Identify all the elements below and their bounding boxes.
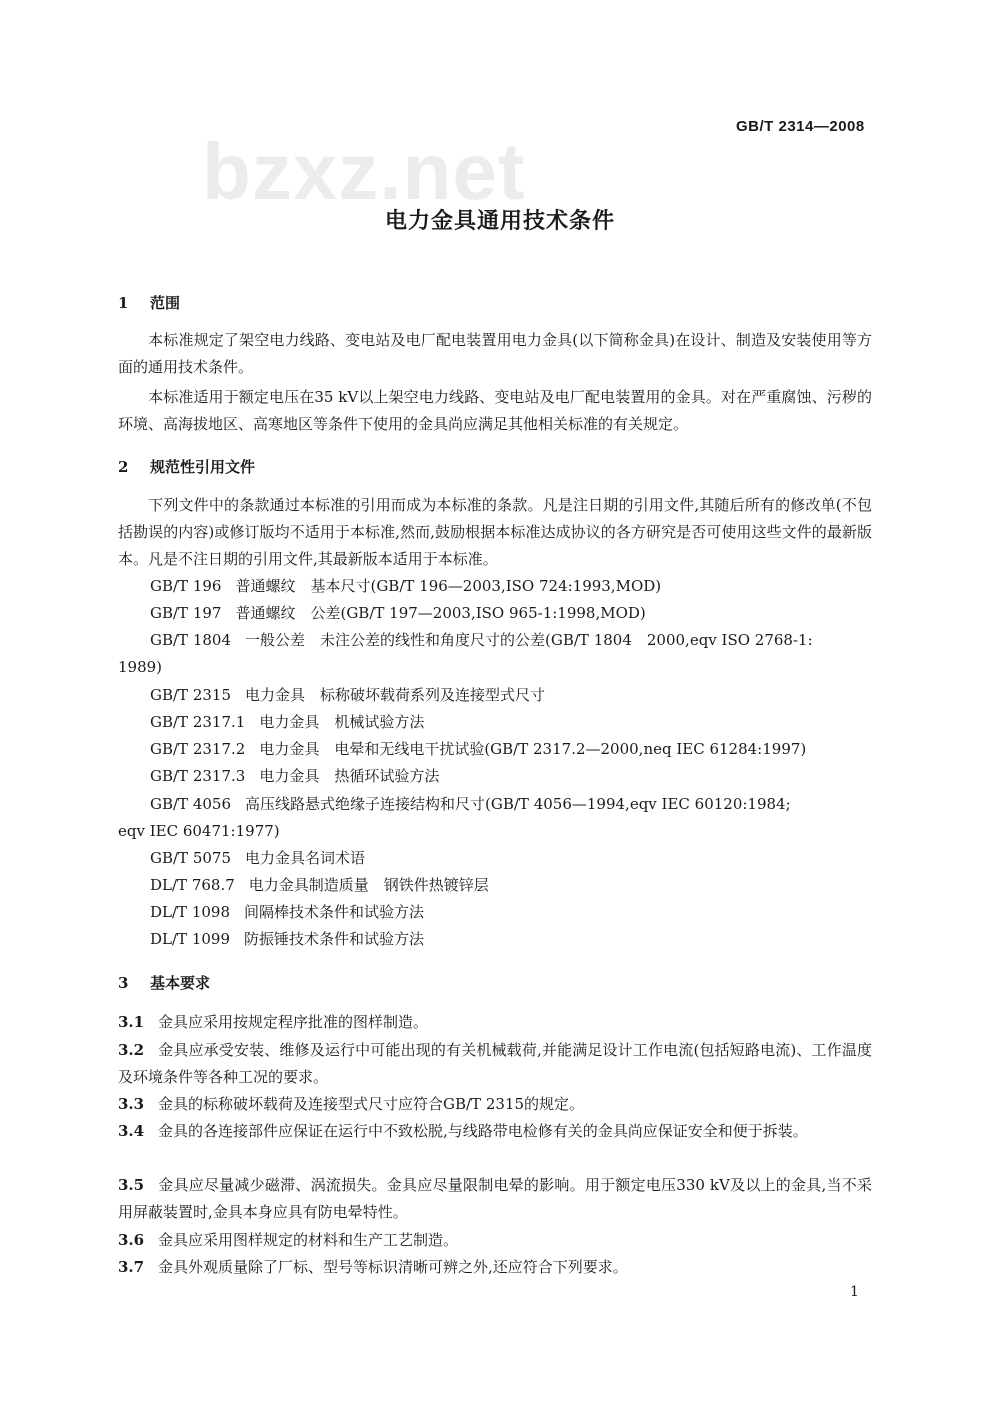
clause-text: 金具的各连接部件应保证在运行中不致松脱,与线路带电检修有关的金具尚应保证安全和便于拆装。 xyxy=(158,1122,808,1140)
reference-title: 电力金具制造质量 钢铁件热镀锌层 xyxy=(248,876,489,894)
clause-number: 3.4 xyxy=(118,1122,145,1140)
clause-number: 3.1 xyxy=(118,1013,145,1031)
clause-text: 金具应采用按规定程序批准的图样制造。 xyxy=(158,1013,429,1031)
reference-item xyxy=(118,791,878,818)
reference-title: 高压线路悬式绝缘子连接结构和尺寸(GB/T 4056—1994,eqv IEC 60120:1984; xyxy=(245,795,791,813)
reference-item xyxy=(118,926,878,953)
reference-item xyxy=(118,627,878,654)
section-1-paragraph-2 xyxy=(118,384,872,438)
clause-text: 金具的标称破坏载荷及连接型式尺寸应符合GB/T 2315的规定。 xyxy=(158,1095,585,1113)
reference-continuation: eqv IEC 60471:1977) xyxy=(118,822,280,840)
clause-3-6 xyxy=(118,1227,872,1254)
reference-code: GB/T 1804 xyxy=(150,631,232,649)
clause-text: 金具应尽量减少磁滞、涡流损失。金具应尽量限制电晕的影响。用于额定电压330 kV及以上的金具,当不采用屏蔽装置时,金具本身应具有防电晕特性。 xyxy=(118,1176,872,1221)
reference-code: GB/T 197 xyxy=(150,604,222,622)
reference-code: GB/T 2317.3 xyxy=(150,767,246,785)
reference-code: GB/T 5075 xyxy=(150,849,232,867)
clause-3-2 xyxy=(118,1037,872,1091)
reference-code: GB/T 196 xyxy=(150,577,222,595)
reference-code: GB/T 2317.1 xyxy=(150,713,246,731)
section-1-paragraph-1 xyxy=(118,327,872,381)
reference-item xyxy=(118,872,878,899)
section-title: 范围 xyxy=(150,294,181,312)
reference-title: 电力金具 标称破坏载荷系列及连接型式尺寸 xyxy=(245,686,546,704)
reference-item xyxy=(118,763,878,790)
reference-title: 防振锤技术条件和试验方法 xyxy=(244,930,425,948)
clause-text: 金具应承受安装、维修及运行中可能出现的有关机械载荷,并能满足设计工作电流(包括短路电流)、工作温度及环境条件等各种工况的要求。 xyxy=(118,1041,872,1086)
section-1-heading xyxy=(118,292,180,313)
clause-number: 3.7 xyxy=(118,1258,145,1276)
reference-title: 普通螺纹 基本尺寸(GB/T 196—2003,ISO 724:1993,MOD) xyxy=(235,577,662,595)
section-number: 1 xyxy=(118,294,129,312)
clause-number: 3.5 xyxy=(118,1176,145,1194)
reference-code: GB/T 2315 xyxy=(150,686,232,704)
reference-item xyxy=(118,682,878,709)
document-title: 电力金具通用技术条件 xyxy=(384,208,615,234)
section-2-intro xyxy=(118,492,872,573)
reference-title: 电力金具 机械试验方法 xyxy=(259,713,425,731)
reference-title: 电力金具 电晕和无线电干扰试验(GB/T 2317.2—2000,neq IEC 61284:1997) xyxy=(259,740,807,758)
reference-item xyxy=(118,573,878,600)
reference-title: 一般公差 未注公差的线性和角度尺寸的公差(GB/T 1804 2000,eqv ISO 2768-1: xyxy=(245,631,813,649)
clause-text: 金具外观质量除了厂标、型号等标识清晰可辨之外,还应符合下列要求。 xyxy=(158,1258,628,1276)
section-number: 3 xyxy=(118,974,129,992)
paragraph-text: 本标准规定了架空电力线路、变电站及电厂配电装置用电力金具(以下简称金具)在设计、制造及安装使用等方面的通用技术条件。 xyxy=(118,331,872,376)
reference-item xyxy=(118,899,878,926)
section-2-heading xyxy=(118,456,255,477)
reference-continuation: 1989) xyxy=(118,658,163,676)
paragraph-text: 本标准适用于额定电压在35 kV以上架空电力线路、变电站及电厂配电装置用的金具。对在严重腐蚀、污秽的环境、高海拔地区、高寒地区等条件下使用的金具尚应满足其他相关标准的有关规定。 xyxy=(118,388,872,433)
reference-item xyxy=(118,600,878,627)
reference-item xyxy=(118,736,878,763)
clause-number: 3.3 xyxy=(118,1095,145,1113)
clause-3-7 xyxy=(118,1254,872,1281)
standard-number: GB/T 2314—2008 xyxy=(736,118,865,135)
page-number: 1 xyxy=(850,1284,859,1300)
clause-3-4 xyxy=(118,1118,872,1145)
reference-code: DL/T 1099 xyxy=(150,930,230,948)
reference-list xyxy=(118,573,878,953)
reference-code: GB/T 4056 xyxy=(150,795,232,813)
paragraph-text: 下列文件中的条款通过本标准的引用而成为本标准的条款。凡是注日期的引用文件,其随后所有的修改单(不包括勘误的内容)或修订版均不适用于本标准,然而,鼓励根据本标准达成协议的各方研究是否可使用这些文件的最新版本。凡是不注日期的引用文件,其最新版本适用于本标准。 xyxy=(118,496,872,568)
watermark: bzxz.net xyxy=(202,127,526,216)
section-number: 2 xyxy=(118,458,129,476)
clause-3-3 xyxy=(118,1091,872,1118)
clause-3-5 xyxy=(118,1172,872,1226)
clause-number: 3.2 xyxy=(118,1041,145,1059)
section-3-heading xyxy=(118,972,210,993)
reference-title: 电力金具名词术语 xyxy=(245,849,366,867)
reference-title: 普通螺纹 公差(GB/T 197—2003,ISO 965-1:1998,MOD) xyxy=(235,604,646,622)
section-title: 基本要求 xyxy=(150,974,211,992)
reference-code: DL/T 768.7 xyxy=(150,876,235,894)
clause-text: 金具应采用图样规定的材料和生产工艺制造。 xyxy=(158,1231,459,1249)
clause-number: 3.6 xyxy=(118,1231,145,1249)
reference-item xyxy=(118,709,878,736)
reference-code: GB/T 2317.2 xyxy=(150,740,246,758)
section-title: 规范性引用文件 xyxy=(150,458,256,476)
reference-item xyxy=(118,845,878,872)
reference-code: DL/T 1098 xyxy=(150,903,230,921)
reference-title: 电力金具 热循环试验方法 xyxy=(259,767,440,785)
reference-title: 间隔棒技术条件和试验方法 xyxy=(244,903,425,921)
clause-3-1 xyxy=(118,1009,872,1036)
